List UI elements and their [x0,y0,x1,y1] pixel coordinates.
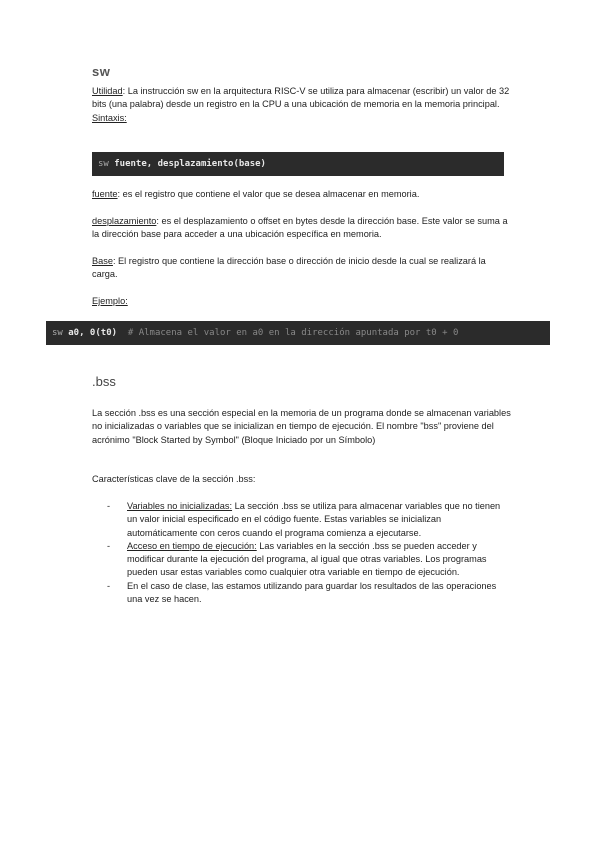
feature-label: Variables no inicializadas: [127,501,233,511]
ejemplo-label: Ejemplo: [92,296,128,306]
syntax-code-operands: fuente, desplazamiento(base) [108,159,266,169]
list-item [92,580,512,607]
bss-features-list [92,500,512,606]
fuente-paragraph [92,188,512,201]
base-label: Base [92,256,113,266]
bss-intro-paragraph [92,407,512,447]
base-paragraph [92,255,512,282]
utilidad-paragraph [92,85,512,125]
desplazamiento-paragraph [92,215,512,242]
example-code-comment: # Almacena el valor en a0 en la dirección apuntada por t0 + 0 [117,328,459,338]
syntax-code-block [92,152,504,176]
sw-heading: sw [92,64,111,79]
syntax-code-keyword: sw [98,159,109,169]
fuente-label: fuente [92,189,118,199]
desplazamiento-text: : es el desplazamiento o offset en bytes desde la dirección base. Este valor se suma a la dirección base para acceder a una ubicación específica en memoria. [92,216,508,240]
bss-features-title-paragraph [92,473,512,486]
bss-intro-text: La sección .bss es una sección especial en la memoria de un programa donde se almacenan variables no inicializadas o variables que se inicializan en tiempo de ejecución. El nombre "bss" proviene del acrónimo "Block Started by Symbol" (Bloque Iniciado por un Símbolo) [92,408,511,445]
example-code-keyword: sw [52,328,63,338]
utilidad-label: Utilidad [92,86,123,96]
desplazamiento-label: desplazamiento [92,216,157,226]
bullet-dash: - [107,580,111,591]
bss-features-title: Características clave de la sección .bss: [92,474,256,484]
bullet-dash: - [107,540,111,551]
bss-heading: .bss [92,374,116,389]
example-code-block [46,321,550,345]
feature-text: En el caso de clase, las estamos utilizando para guardar los resultados de las operaciones una vez se hacen. [127,580,497,605]
example-code-operands: a0, 0(t0) [62,328,118,338]
utilidad-text: : La instrucción sw en la arquitectura RISC-V se utiliza para almacenar (escribir) un valor de 32 bits (una palabra) desde un registro en la CPU a una ubicación de memoria en la memoria principal. [92,86,510,110]
list-item [92,500,512,540]
list-item [92,540,512,580]
feature-text: La sección .bss se utiliza para almacenar variables que no tienen un valor inicial especificado en el código fuente. Estas variables se inicializan automáticamente con ceros cuando el programa comienza a ejecutarse. [127,501,501,538]
base-text: : El registro que contiene la dirección base o dirección de inicio desde la cual se realizará la carga. [92,256,486,280]
bullet-dash: - [107,501,111,511]
ejemplo-paragraph [92,295,512,308]
feature-text: Las variables en la sección .bss se pueden acceder y modificar durante la ejecución del programa, al igual que otras variables. Los programas pueden usar estas variables como cualquier otra variable en tiempo de ejecución. [127,540,487,578]
fuente-text: : es el registro que contiene el valor que se desea almacenar en memoria. [117,189,420,199]
sintaxis-label: Sintaxis: [92,112,127,123]
feature-label: Acceso en tiempo de ejecución: [127,540,257,551]
